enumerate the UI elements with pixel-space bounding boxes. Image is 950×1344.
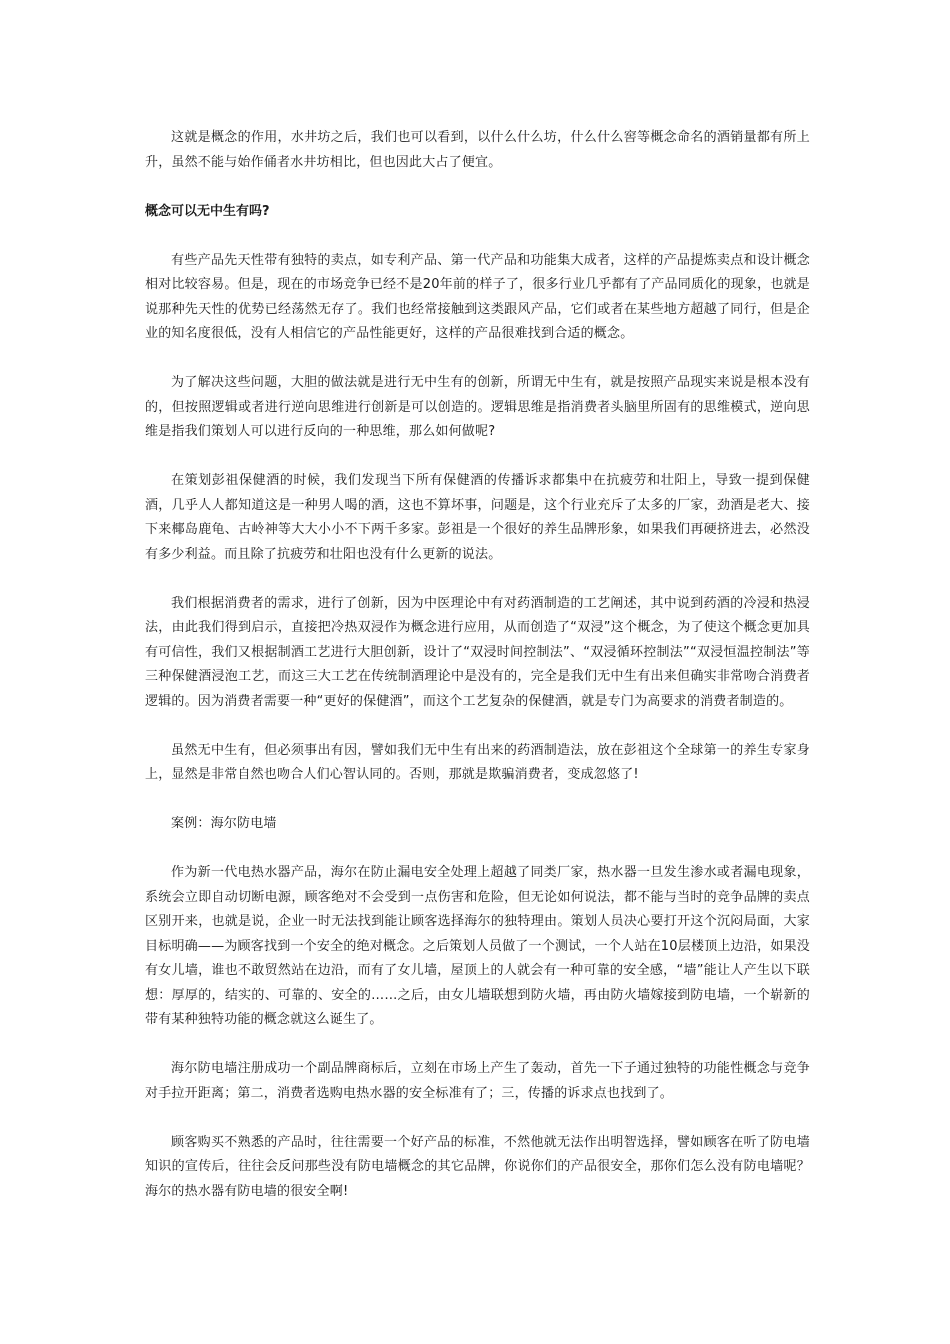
paragraph-innate-selling-point: 有些产品先天性带有独特的卖点，如专利产品、第一代产品和功能集大成者，这样的产品提炼卖点和设计概念相对比较容易。但是，现在的市场竞争已经不是20年前的样子了，很多行业几乎都有了产品同质化的现象，也就是说那种先天性的优势已经荡然无存了。我们也经常接触到这类跟风产品，它们或者在某些地方超越了同行，但是企业的知名度很低，没有人相信它的产品性能更好，这样的产品很难找到合适的概念。	[145, 252, 810, 341]
paragraph-concept-effect: 这就是概念的作用，水井坊之后，我们也可以看到，以什么什么坊，什么什么窖等概念命名的酒销量都有所上升，虽然不能与始作俑者水井坊相比，但也因此大占了便宜。	[145, 130, 810, 170]
paragraph-pengzu-background: 在策划彭祖保健酒的时候，我们发现当下所有保健酒的传播诉求都集中在抗疲劳和壮阳上，导致一提到保健酒，几乎人人都知道这是一种男人喝的酒，这也不算坏事，问题是，这个行业充斥了太多的厂家，劲酒是老大、接下来椰岛鹿龟、古岭神等大大小小不下两千多家。彭祖是一个很好的养生品牌形象，如果我们再硬挤进去，必然没有多少利益。而且除了抗疲劳和壮阳也没有什么更新的说法。	[145, 473, 810, 562]
document-page	[145, 126, 810, 1229]
paragraph-double-soak: 我们根据消费者的需求，进行了创新，因为中医理论中有对药酒制造的工艺阐述，其中说到药酒的冷浸和热浸法，由此我们得到启示，直接把冷热双浸作为概念进行应用，从而创造了“双浸”这个概念，为了使这个概念更加具有可信性，我们又根据制酒工艺进行大胆创新，设计了“双浸时间控制法”、“双浸循环控制法”“双浸恒温控制法”等三种保健酒浸泡工艺，而这三大工艺在传统制酒理论中是没有的，完全是我们无中生有出来但确实非常吻合消费者逻辑的。因为消费者需要一种“更好的保健酒”，而这个工艺复杂的保健酒，就是专门为高要求的消费者制造的。	[145, 595, 810, 709]
paragraph-reasoning: 虽然无中生有，但必须事出有因，譬如我们无中生有出来的药酒制造法，放在彭祖这个全球第一的养生专家身上，显然是非常自然也吻合人们心智认同的。否则，那就是欺骗消费者，变成忽悠了!	[145, 742, 810, 782]
paragraph-haier-case: 作为新一代电热水器产品，海尔在防止漏电安全处理上超越了同类厂家，热水器一旦发生渗水或者漏电现象，系统会立即自动切断电源，顾客绝对不会受到一点伤害和危险，但无论如何说法，都不能与当时的竞争品牌的卖点区别开来，也就是说，企业一时无法找到能让顾客选择海尔的独特理由。策划人员决心要打开这个沉闷局面，大家目标明确——为顾客找到一个安全的绝对概念。之后策划人员做了一个测试，一个人站在10层楼顶上边沿，如果没有女儿墙，谁也不敢贸然站在边沿，而有了女儿墙，屋顶上的人就会有一种可靠的安全感，“墙”能让人产生以下联想：厚厚的，结实的、可靠的、安全的……之后，由女儿墙联想到防火墙，再由防火墙嫁接到防电墙，一个崭新的带有某种独特功能的概念就这么诞生了。	[145, 865, 810, 1027]
paragraph-haier-result: 海尔防电墙注册成功一个副品牌商标后，立刻在市场上产生了轰动，首先一下子通过独特的功能性概念与竞争对手拉开距离；第二，消费者选购电热水器的安全标准有了；三，传播的诉求点也找到了。	[145, 1061, 810, 1101]
paragraph-create-from-nothing: 为了解决这些问题，大胆的做法就是进行无中生有的创新，所谓无中生有，就是按照产品现实来说是根本没有的，但按照逻辑或者进行逆向思维进行创新是可以创造的。逻辑思维是指消费者头脑里所固有的思维模式，逆向思维是指我们策划人可以进行反向的一种思维，那么如何做呢?	[145, 375, 810, 439]
case-label: 案例：海尔防电墙	[171, 816, 277, 831]
section-heading: 概念可以无中生有吗?	[145, 203, 270, 219]
paragraph-customer-standard: 顾客购买不熟悉的产品时，往往需要一个好产品的标准，不然他就无法作出明智选择，譬如顾客在听了防电墙知识的宣传后，往往会反问那些没有防电墙概念的其它品牌，你说你们的产品很安全，那你们怎么没有防电墙呢？海尔的热水器有防电墙的很安全啊!	[145, 1134, 810, 1199]
